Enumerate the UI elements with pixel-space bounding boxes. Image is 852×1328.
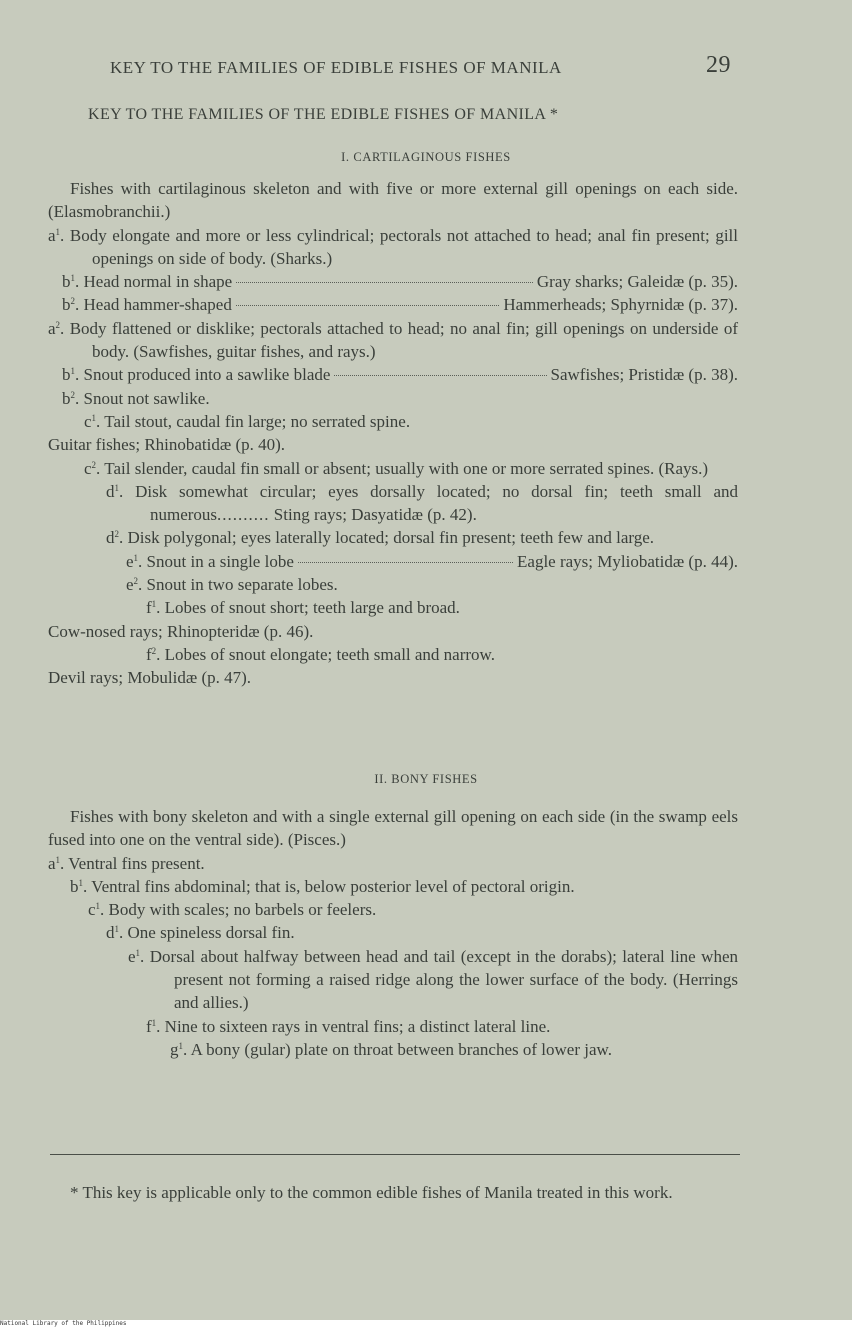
family-result: Eagle rays; Myliobatidæ (p. 44). <box>517 551 738 571</box>
section-bony-body <box>48 805 738 1061</box>
section-heading-cartilaginous: I. CARTILAGINOUS FISHES <box>341 150 511 164</box>
couplet-text: Body flattened or disklike; pectorals attached to head; no anal fin; gill openings on underside of body. (Sawfishes, guitar fishes, and rays.) <box>69 318 738 362</box>
couplet-letter: b <box>70 876 79 896</box>
family-result: Gray sharks; Galeidæ (p. 35). <box>536 272 738 292</box>
scan-credit: National Library of the Philippines <box>0 1320 852 1328</box>
couplet-letter: b <box>62 272 71 292</box>
couplet-letter: e <box>128 946 136 966</box>
couplet-text: Dorsal about halfway between head and tail (except in the dorabs); lateral line when present not forming a raised ridge along the lower surface of the body. (Herrings and allies.) <box>149 946 739 1013</box>
key-couplet-d2: $d^2$. Disk polygonal; eyes laterally located; dorsal fin present; teeth few and large. <box>106 528 655 548</box>
couplet-text: Snout produced into a sawlike blade <box>83 365 331 385</box>
couplet-index: 2 <box>151 645 157 656</box>
couplet-text: Lobes of snout short; teeth large and broad. <box>164 598 460 618</box>
key-couplet-c1: $c^1$. Tail stout, caudal fin large; no serrated spine. <box>84 411 411 431</box>
couplet-letter: d <box>106 923 115 943</box>
leader-dots <box>236 305 500 306</box>
key-couplet-a1-b1: $b^1$. Head normal in shape Gray sharks; Galeidæ (p. 35). <box>48 270 738 293</box>
couplet-index: 2 <box>70 389 75 400</box>
key-couplet-a2-b1: $b^1$. Snout produced into a sawlike blade Sawfishes; Pristidæ (p. 38). <box>48 363 738 386</box>
couplet-index: 2 <box>114 529 119 540</box>
couplet-index: 1 <box>133 552 139 563</box>
couplet-index: 1 <box>78 877 83 888</box>
section-intro: Fishes with bony skeleton and with a single external gill opening on each side (in the swamp eels fused into one on the ventral side). (Pisces.) <box>48 807 738 850</box>
couplet-letter: a <box>48 853 56 873</box>
couplet-text: Snout in a single lobe <box>146 551 294 571</box>
couplet-letter: c <box>84 411 92 431</box>
leader-dots <box>298 562 513 563</box>
couplet-text: Ventral fins abdominal; that is, below posterior level of pectoral origin. <box>91 876 575 896</box>
couplet-text: Tail stout, caudal fin large; no serrated spine. <box>104 411 411 431</box>
couplet-index: 2 <box>91 459 97 470</box>
key-couplet-f2: $f^2$. Lobes of snout elongate; teeth small and narrow. <box>146 644 495 664</box>
key-couplet-e2: $e^2$. Snout in two separate lobes. <box>126 575 338 595</box>
couplet-index: 1 <box>70 273 75 284</box>
key-couplet-e1: $e^1$. Snout in a single lobe Eagle rays; Myliobatidæ (p. 44). <box>48 550 738 573</box>
page-number: 29 <box>706 52 731 78</box>
key-couplet-b1: $b^1$. Ventral fins abdominal; that is, below posterior level of pectoral origin. <box>70 876 575 896</box>
key-couplet-a1-b2: $b^2$. Head hammer-shaped Hammerheads; Sphyrnidæ (p. 37). <box>48 293 738 316</box>
couplet-index: 1 <box>91 412 97 423</box>
key-couplet-a1: $a^1$. Body elongate and more or less cylindrical; pectorals not attached to head; anal fin present; gill openings on side of body. (Sharks.) <box>48 225 739 268</box>
key-couplet-a2-b2: $b^2$. Snout not sawlike. <box>62 388 210 408</box>
leader-dots <box>334 375 546 376</box>
couplet-letter: b <box>62 295 71 315</box>
couplet-index: 1 <box>55 226 61 237</box>
leader-dots <box>236 282 533 283</box>
couplet-text: Disk polygonal; eyes laterally located; dorsal fin present; teeth few and large. <box>127 528 655 548</box>
couplet-text: One spineless dorsal fin. <box>127 923 295 943</box>
section-intro: Fishes with cartilaginous skeleton and with five or more external gill openings on each side. (Elasmobranchii.) <box>48 179 738 222</box>
couplet-letter: e <box>126 575 134 595</box>
couplet-letter: f <box>146 598 152 618</box>
family-result: Sawfishes; Pristidæ (p. 38). <box>550 365 738 385</box>
couplet-index: 2 <box>70 296 75 307</box>
couplet-index: 1 <box>70 366 75 377</box>
couplet-text: Tail slender, caudal fin small or absent; usually with one or more serrated spines. (Rays.) <box>104 458 709 478</box>
key-couplet-d1: $d^1$. Disk somewhat circular; eyes dorsally located; no dorsal fin; teeth small and numerous.......... Sting rays; Dasyatidæ (p. 42). <box>106 481 738 525</box>
couplet-letter: b <box>62 388 71 408</box>
couplet-text: Snout not sawlike. <box>83 388 210 408</box>
key-couplet-c1-result: Guitar fishes; Rhinobatidæ (p. 40). <box>48 435 286 455</box>
couplet-index: 1 <box>151 599 157 610</box>
couplet-index: 1 <box>151 1017 157 1028</box>
family-result: Hammerheads; Sphyrnidæ (p. 37). <box>503 295 738 315</box>
section-cartilaginous-body <box>48 177 738 690</box>
key-couplet-f1: $f^1$. Nine to sixteen rays in ventral fins; a distinct lateral line. <box>146 1016 551 1036</box>
couplet-letter: d <box>106 528 115 548</box>
couplet-text: Body elongate and more or less cylindrical; pectorals not attached to head; anal fin present; gill openings on side of body. (Sharks.) <box>69 225 739 268</box>
key-couplet-f1: $f^1$. Lobes of snout short; teeth large and broad. <box>146 598 460 618</box>
footnote-rule <box>50 1154 740 1155</box>
key-couplet-d1: $d^1$. One spineless dorsal fin. <box>106 923 295 943</box>
couplet-letter: c <box>84 458 92 478</box>
couplet-index: 1 <box>55 854 61 865</box>
key-couplet-a2: $a^2$. Body flattened or disklike; pectorals attached to head; no anal fin; gill openings on underside of body. (Sawfishes, guitar fishes, and rays.) <box>48 318 738 362</box>
couplet-letter: a <box>48 225 56 245</box>
couplet-letter: g <box>170 1039 179 1059</box>
couplet-index: 1 <box>95 901 101 912</box>
couplet-letter: c <box>88 900 96 920</box>
couplet-text: Head hammer-shaped <box>83 295 232 315</box>
couplet-index: 1 <box>178 1040 183 1051</box>
section-heading-bony: II. BONY FISHES <box>374 772 478 786</box>
couplet-index: 1 <box>114 482 119 493</box>
couplet-text: Body with scales; no barbels or feelers. <box>108 900 377 920</box>
key-title: KEY TO THE FAMILIES OF THE EDIBLE FISHES OF MANILA * <box>88 106 559 123</box>
couplet-text: Head normal in shape <box>83 272 233 292</box>
key-couplet-a1: $a^1$. Ventral fins present. <box>48 853 205 873</box>
key-couplet-f2-result: Devil rays; Mobulidæ (p. 47). <box>48 668 252 688</box>
couplet-letter: d <box>106 481 115 501</box>
couplet-letter: e <box>126 551 134 571</box>
key-couplet-c2: $c^2$. Tail slender, caudal fin small or absent; usually with one or more serrated spines. (Rays.) <box>84 458 709 478</box>
couplet-letter: a <box>48 318 56 338</box>
couplet-letter: b <box>62 365 71 385</box>
couplet-text: Disk somewhat circular; eyes dorsally located; no dorsal fin; teeth small and numerous <box>135 481 738 525</box>
couplet-index: 2 <box>133 576 139 587</box>
running-title: KEY TO THE FAMILIES OF EDIBLE FISHES OF MANILA <box>110 58 562 77</box>
couplet-text: Nine to sixteen rays in ventral fins; a distinct lateral line. <box>164 1016 551 1036</box>
couplet-text: A bony (gular) plate on throat between branches of lower jaw. <box>190 1039 612 1059</box>
couplet-index: 1 <box>114 924 119 935</box>
couplet-text: Lobes of snout elongate; teeth small and narrow. <box>164 644 495 664</box>
couplet-text: Snout in two separate lobes. <box>146 575 338 595</box>
couplet-letter: f <box>146 1016 152 1036</box>
key-couplet-f1-result: Cow-nosed rays; Rhinopteridæ (p. 46). <box>48 621 314 641</box>
key-couplet-c1: $c^1$. Body with scales; no barbels or feelers. <box>88 900 377 920</box>
couplet-text: Ventral fins present. <box>68 853 205 873</box>
couplet-index: 2 <box>55 319 61 330</box>
couplet-letter: f <box>146 644 152 664</box>
family-result: Sting rays; Dasyatidæ (p. 42). <box>273 505 477 525</box>
key-couplet-e1: $e^1$. Dorsal about halfway between head and tail (except in the dorabs); lateral line when present not forming a raised ridge along the lower surface of the body. (Herrings and allies.) <box>128 946 739 1013</box>
couplet-index: 1 <box>135 947 141 958</box>
key-couplet-g1: $g^1$. A bony (gular) plate on throat between branches of lower jaw. <box>170 1039 612 1059</box>
footnote: * This key is applicable only to the common edible fishes of Manila treated in this work. <box>70 1183 673 1202</box>
